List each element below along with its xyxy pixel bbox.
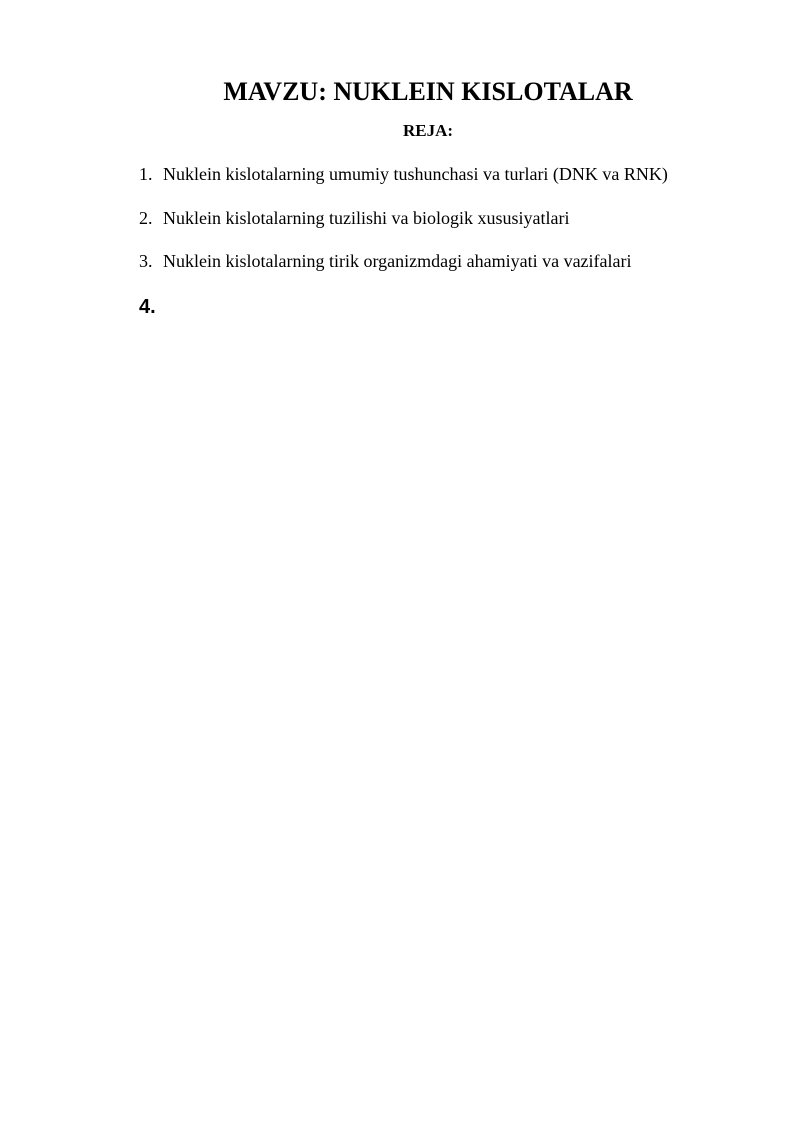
list-item-text: Nuklein kislotalarning tirik organizmdagi ahamiyati va vazifalari (163, 251, 632, 271)
list-item (139, 206, 739, 250)
plan-heading: REJA: (402, 121, 454, 140)
list-item-text: Nuklein kislotalarning tuzilishi va biologik xususiyatlari (163, 207, 570, 228)
list-item-text: Nuklein kislotalarning umumiy tushunchasi va turlari (DNK va RNK) (163, 164, 668, 184)
list-item-number: 1. (139, 164, 153, 184)
document-title: MAVZU: NUKLEIN KISLOTALAR (223, 77, 633, 106)
list-item (139, 249, 739, 293)
list-item (139, 162, 739, 206)
list-item (139, 293, 739, 337)
plan-list (139, 162, 739, 336)
list-item-number: 4. (139, 295, 156, 318)
list-item-number: 2. (139, 207, 153, 228)
list-item-number: 3. (139, 251, 153, 271)
